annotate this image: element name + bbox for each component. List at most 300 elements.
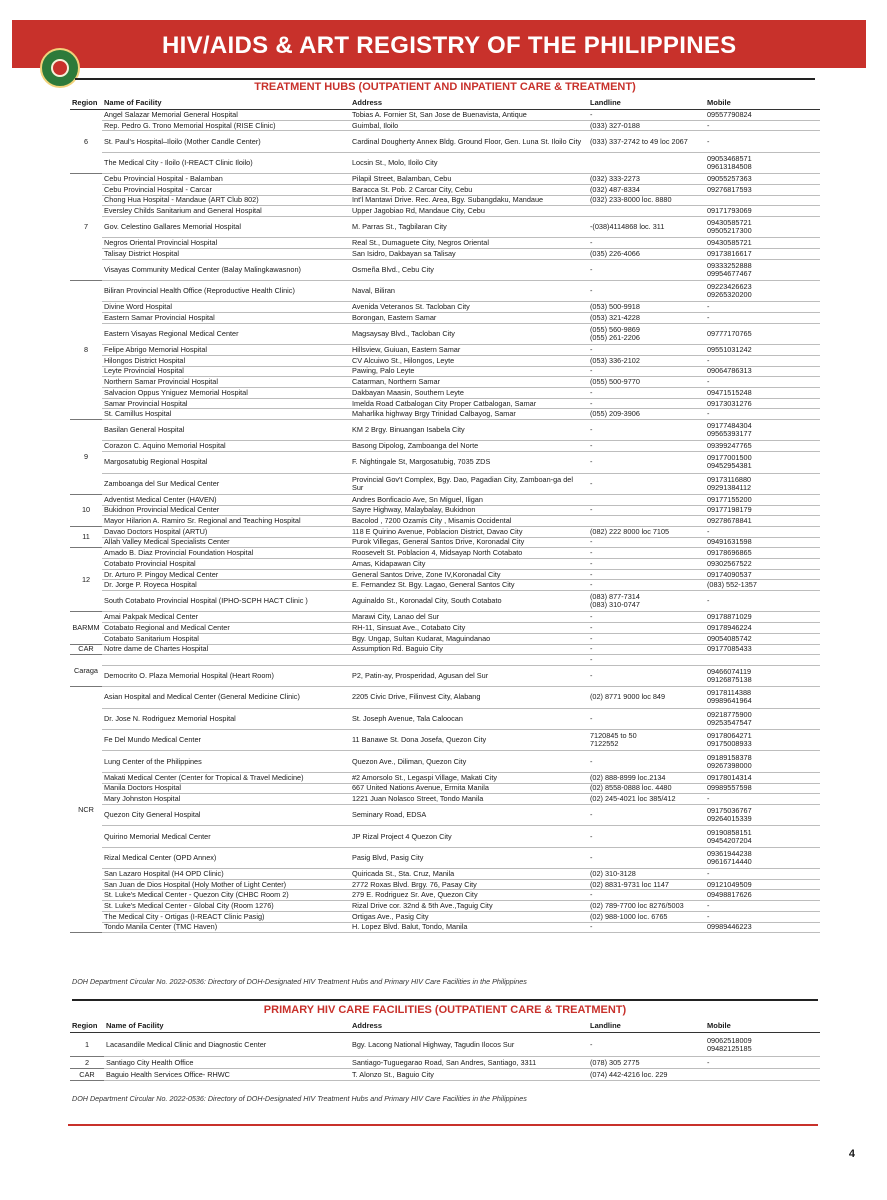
landline-cell: (02) 310-3128 bbox=[588, 869, 705, 880]
facility-name-cell: Fe Del Mundo Medical Center bbox=[102, 730, 350, 751]
address-cell: 667 United Nations Avenue, Ermita Manila bbox=[350, 783, 588, 794]
mobile-cell: 09177198179 bbox=[705, 505, 820, 516]
primary-top-rule bbox=[72, 999, 818, 1001]
landline-cell: - bbox=[588, 366, 705, 377]
treatment-hubs-table bbox=[70, 95, 820, 933]
primary-care-table bbox=[70, 1018, 820, 1081]
address-cell: Andres Bonficacio Ave, Sn Miguel, Iligan bbox=[350, 494, 588, 505]
mobile-cell: 09989557598 bbox=[705, 783, 820, 794]
landline-cell: - bbox=[588, 238, 705, 249]
table-row bbox=[70, 323, 820, 344]
table-row bbox=[70, 708, 820, 729]
landline-cell: - bbox=[588, 890, 705, 901]
facility-name-cell: San Juan de Dios Hospital (Holy Mother of Light Center) bbox=[102, 879, 350, 890]
facility-name-cell: Biliran Provincial Health Office (Reproductive Health Clinic) bbox=[102, 281, 350, 302]
table-row bbox=[70, 890, 820, 901]
table-row bbox=[70, 772, 820, 783]
address-cell: Roosevelt St. Poblacion 4, Midsayap North Cotabato bbox=[350, 548, 588, 559]
mobile-cell: 09178064271 09175008933 bbox=[705, 730, 820, 751]
address-cell: Marawi City, Lanao del Sur bbox=[350, 612, 588, 623]
mobile-cell: 09471515248 bbox=[705, 387, 820, 398]
address-cell: Aguinaldo St., Koronadal City, South Cotabato bbox=[350, 591, 588, 612]
address-cell: Dakbayan Maasin, Southern Leyte bbox=[350, 387, 588, 398]
address-cell: Naval, Biliran bbox=[350, 281, 588, 302]
facility-name-cell: Negros Oriental Provincial Hospital bbox=[102, 238, 350, 249]
mobile-cell: - bbox=[705, 120, 820, 131]
mobile-cell: 09178114388 09989641964 bbox=[705, 687, 820, 708]
facility-name-cell: Basilan General Hospital bbox=[102, 420, 350, 441]
table-row bbox=[70, 184, 820, 195]
table-row bbox=[70, 302, 820, 313]
address-cell: Assumption Rd. Baguio City bbox=[350, 644, 588, 655]
mobile-cell: 09178696865 bbox=[705, 548, 820, 559]
mobile-cell: 09302567522 bbox=[705, 559, 820, 570]
address-cell: Provincial Gov't Complex, Bgy. Dao, Pagadian City, Zamboan-ga del Sur bbox=[350, 473, 588, 494]
facility-name-cell: South Cotabato Provincial Hospital (IPHO-SCPH HACT Clinic ) bbox=[102, 591, 350, 612]
table-row bbox=[70, 665, 820, 686]
region-cell: CAR bbox=[70, 1069, 104, 1081]
table-row bbox=[70, 174, 820, 185]
address-cell: General Santos Drive, Zone IV,Koronadal City bbox=[350, 569, 588, 580]
region-cell: 11 bbox=[70, 526, 102, 547]
facility-name-cell: Dr. Arturo P. Pingoy Medical Center bbox=[102, 569, 350, 580]
landline-cell: - bbox=[588, 623, 705, 634]
mobile-cell: 09466074119 09126875138 bbox=[705, 665, 820, 686]
col-header-address: Address bbox=[350, 1018, 588, 1033]
address-cell: Bacolod , 7200 Ozamis City , Misamis Occidental bbox=[350, 516, 588, 527]
table-row bbox=[70, 216, 820, 237]
col-header-region: Region bbox=[70, 1018, 104, 1033]
address-cell: Sayre Highway, Malaybalay, Bukidnon bbox=[350, 505, 588, 516]
landline-cell: - bbox=[588, 420, 705, 441]
primary-section-title: PRIMARY HIV CARE FACILITIES (OUTPATIENT CARE & TREATMENT) bbox=[263, 1004, 627, 1016]
landline-cell bbox=[588, 516, 705, 527]
mobile-cell: 09175036767 09264015339 bbox=[705, 804, 820, 825]
facility-name-cell: Northern Samar Provincial Hospital bbox=[102, 377, 350, 388]
address-cell: T. Alonzo St., Baguio City bbox=[350, 1069, 588, 1081]
facility-name-cell: Baguio Health Services Office- RHWC bbox=[104, 1069, 350, 1081]
facility-name-cell: Manila Doctors Hospital bbox=[102, 783, 350, 794]
facility-name-cell: Mary Johnston Hospital bbox=[102, 794, 350, 805]
landline-cell: -(038)4114868 loc. 311 bbox=[588, 216, 705, 237]
mobile-cell: 09777170765 bbox=[705, 323, 820, 344]
facility-name-cell: Quirino Memorial Medical Center bbox=[102, 826, 350, 847]
mobile-cell: - bbox=[705, 526, 820, 537]
facility-name-cell: Adventist Medical Center (HAVEN) bbox=[102, 494, 350, 505]
table-row bbox=[70, 120, 820, 131]
table-row bbox=[70, 238, 820, 249]
mobile-cell: 09054085742 bbox=[705, 633, 820, 644]
mobile-cell: 09173116880 09291384112 bbox=[705, 473, 820, 494]
col-header-facility: Name of Facility bbox=[102, 95, 350, 110]
table-row bbox=[70, 131, 820, 152]
landline-cell: (02) 888-8999 loc.2134 bbox=[588, 772, 705, 783]
address-cell: Amas, Kidapawan City bbox=[350, 559, 588, 570]
facility-name-cell: Cotabato Sanitarium Hospital bbox=[102, 633, 350, 644]
facility-name-cell: Corazon C. Aquino Memorial Hospital bbox=[102, 441, 350, 452]
hubs-footnote: DOH Department Circular No. 2022-0536: Directory of DOH-Designated HIV Treatment Hubs and Primary HIV Care Facilities in the Philippines bbox=[72, 977, 527, 986]
table-row bbox=[70, 623, 820, 634]
landline-cell: (02) 8558-0888 loc. 4480 bbox=[588, 783, 705, 794]
table-row bbox=[70, 612, 820, 623]
address-cell: Pasig Blvd, Pasig City bbox=[350, 847, 588, 868]
mobile-cell: 09189158378 09267398000 bbox=[705, 751, 820, 772]
facility-name-cell: Felipe Abrigo Memorial Hospital bbox=[102, 345, 350, 356]
facility-name-cell: Dr. Jorge P. Royeca Hospital bbox=[102, 580, 350, 591]
facility-name-cell: Divine Word Hospital bbox=[102, 302, 350, 313]
table-row bbox=[70, 655, 820, 666]
col-header-address: Address bbox=[350, 95, 588, 110]
address-cell: 2205 Civic Drive, Filinvest City, Alabang bbox=[350, 687, 588, 708]
table-row bbox=[70, 377, 820, 388]
address-cell: Baracca St. Pob. 2 Carcar City, Cebu bbox=[350, 184, 588, 195]
col-header-facility: Name of Facility bbox=[104, 1018, 350, 1033]
mobile-cell: 09551031242 bbox=[705, 345, 820, 356]
mobile-cell: 09178946224 bbox=[705, 623, 820, 634]
facility-name-cell: Asian Hospital and Medical Center (General Medicine Clinic) bbox=[102, 687, 350, 708]
landline-cell: - bbox=[588, 281, 705, 302]
address-cell: Borongan, Eastern Samar bbox=[350, 313, 588, 324]
mobile-cell: - bbox=[705, 591, 820, 612]
address-cell: Ortigas Ave., Pasig City bbox=[350, 911, 588, 922]
region-cell: 7 bbox=[70, 174, 102, 281]
region-cell: 6 bbox=[70, 110, 102, 174]
table-row bbox=[70, 355, 820, 366]
region-cell: CAR bbox=[70, 644, 102, 655]
table-row bbox=[70, 366, 820, 377]
facility-name-cell: Cebu Provincial Hospital - Balamban bbox=[102, 174, 350, 185]
table-row bbox=[70, 730, 820, 751]
mobile-cell: 09218775900 09253547547 bbox=[705, 708, 820, 729]
landline-cell bbox=[588, 206, 705, 217]
address-cell: Osmeña Blvd., Cebu City bbox=[350, 259, 588, 280]
landline-cell: 7120845 to 50 7122552 bbox=[588, 730, 705, 751]
facility-name-cell: Cebu Provincial Hospital - Carcar bbox=[102, 184, 350, 195]
table-row bbox=[70, 152, 820, 173]
table-row bbox=[70, 591, 820, 612]
mobile-cell: 09178871029 bbox=[705, 612, 820, 623]
doh-seal-logo bbox=[40, 48, 80, 88]
landline-cell: - bbox=[588, 559, 705, 570]
facility-name-cell: Cotabato Provincial Hospital bbox=[102, 559, 350, 570]
address-cell: Int'l Mantawi Drive. Rec. Area, Bgy. Subangdaku, Mandaue bbox=[350, 195, 588, 206]
bottom-red-rule bbox=[68, 1124, 818, 1126]
mobile-cell: - bbox=[705, 377, 820, 388]
address-cell: Avenida Veteranos St. Tacloban City bbox=[350, 302, 588, 313]
landline-cell: (032) 233-8000 loc. 8880 bbox=[588, 195, 705, 206]
facility-name-cell: Margosatubig Regional Hospital bbox=[102, 452, 350, 473]
table-row bbox=[70, 259, 820, 280]
table-row bbox=[70, 195, 820, 206]
landline-cell: - bbox=[588, 452, 705, 473]
landline-cell: (035) 226-4066 bbox=[588, 248, 705, 259]
mobile-cell: 09557790824 bbox=[705, 110, 820, 121]
table-row bbox=[70, 398, 820, 409]
landline-cell: (033) 337-2742 to 49 loc 2067 bbox=[588, 131, 705, 152]
landline-cell: - bbox=[588, 1033, 705, 1057]
table-row bbox=[70, 473, 820, 494]
landline-cell: - bbox=[588, 580, 705, 591]
col-header-landline: Landline bbox=[588, 95, 705, 110]
address-cell: Seminary Road, EDSA bbox=[350, 804, 588, 825]
landline-cell: (02) 8831-9731 loc 1147 bbox=[588, 879, 705, 890]
facility-name-cell: Eastern Samar Provincial Hospital bbox=[102, 313, 350, 324]
page-number: 4 bbox=[848, 1148, 855, 1160]
facility-name-cell: Gov. Celestino Gallares Memorial Hospital bbox=[102, 216, 350, 237]
mobile-cell: 09399247765 bbox=[705, 441, 820, 452]
address-cell: Pilapil Street, Balamban, Cebu bbox=[350, 174, 588, 185]
table-row bbox=[70, 687, 820, 708]
facility-name-cell: St. Luke's Medical Center - Quezon City (CHBC Room 2) bbox=[102, 890, 350, 901]
table-row bbox=[70, 526, 820, 537]
address-cell: Locsin St., Molo, Iloilo City bbox=[350, 152, 588, 173]
address-cell: #2 Amorsolo St., Legaspi Village, Makati City bbox=[350, 772, 588, 783]
hubs-top-rule bbox=[75, 78, 815, 80]
page-title: HIV/AIDS & ART REGISTRY OF THE PHILIPPINES bbox=[162, 32, 737, 59]
table-row bbox=[70, 516, 820, 527]
landline-cell: - bbox=[588, 387, 705, 398]
address-cell: Santiago-Tuguegarao Road, San Andres, Santiago, 3311 bbox=[350, 1057, 588, 1069]
facility-name-cell: Talisay District Hospital bbox=[102, 248, 350, 259]
table-row bbox=[70, 580, 820, 591]
table-row bbox=[70, 804, 820, 825]
address-cell: H. Lopez Blvd. Balut, Tondo, Manila bbox=[350, 922, 588, 933]
address-cell: 11 Banawe St. Dona Josefa, Quezon City bbox=[350, 730, 588, 751]
mobile-cell: - bbox=[705, 869, 820, 880]
table-row bbox=[70, 537, 820, 548]
address-cell: 1221 Juan Nolasco Street, Tondo Manila bbox=[350, 794, 588, 805]
facility-name-cell: Eastern Visayas Regional Medical Center bbox=[102, 323, 350, 344]
address-cell: F. Nightingale St, Margosatubig, 7035 ZDS bbox=[350, 452, 588, 473]
address-cell: Rizal Drive cor. 32nd & 5th Ave.,Taguig City bbox=[350, 901, 588, 912]
mobile-cell: 09177484304 09565393177 bbox=[705, 420, 820, 441]
table-row bbox=[70, 559, 820, 570]
facility-name-cell: Zamboanga del Sur Medical Center bbox=[102, 473, 350, 494]
landline-cell: (02) 8771 9000 loc 849 bbox=[588, 687, 705, 708]
mobile-cell: - bbox=[705, 302, 820, 313]
mobile-cell: 09491631598 bbox=[705, 537, 820, 548]
facility-name-cell: St. Paul's Hospital–Iloilo (Mother Candle Center) bbox=[102, 131, 350, 152]
facility-name-cell: Lacasandile Medical Clinic and Diagnostic Center bbox=[104, 1033, 350, 1057]
address-cell: Cardinal Dougherty Annex Bldg. Ground Floor, Gen. Luna St. Iloilo City bbox=[350, 131, 588, 152]
mobile-cell: 09177001500 09452954381 bbox=[705, 452, 820, 473]
landline-cell: (053) 336-2102 bbox=[588, 355, 705, 366]
landline-cell: (078) 305 2775 bbox=[588, 1057, 705, 1069]
landline-cell: - bbox=[588, 922, 705, 933]
facility-name-cell: Chong Hua Hospital - Mandaue (ART Club 802) bbox=[102, 195, 350, 206]
region-cell: 10 bbox=[70, 494, 102, 526]
landline-cell bbox=[588, 152, 705, 173]
mobile-cell: 09177155200 bbox=[705, 494, 820, 505]
table-row bbox=[70, 441, 820, 452]
mobile-cell: 09276817593 bbox=[705, 184, 820, 195]
address-cell: M. Parras St., Tagbilaran City bbox=[350, 216, 588, 237]
facility-name-cell: Eversley Childs Sanitarium and General Hospital bbox=[102, 206, 350, 217]
landline-cell: (055) 560-9869 (055) 261-2206 bbox=[588, 323, 705, 344]
mobile-cell: - bbox=[705, 355, 820, 366]
landline-cell bbox=[588, 494, 705, 505]
facility-name-cell: Notre dame de Chartes Hospital bbox=[102, 644, 350, 655]
facility-name-cell: The Medical City - Ortigas (I-REACT Clinic Pasig) bbox=[102, 911, 350, 922]
facility-name-cell: St. Luke's Medical Center - Global City (Room 1276) bbox=[102, 901, 350, 912]
address-cell: 2772 Roxas Blvd. Brgy. 76, Pasay City bbox=[350, 879, 588, 890]
table-row bbox=[70, 494, 820, 505]
table-row bbox=[70, 751, 820, 772]
facility-name-cell: Visayas Community Medical Center (Balay Malingkawasnon) bbox=[102, 259, 350, 280]
address-cell: CV Alcuiwo St., Hilongos, Leyte bbox=[350, 355, 588, 366]
facility-name-cell: Quezon City General Hospital bbox=[102, 804, 350, 825]
landline-cell: - bbox=[588, 569, 705, 580]
region-cell: 2 bbox=[70, 1057, 104, 1069]
address-cell: Guimbal, Iloilo bbox=[350, 120, 588, 131]
mobile-cell: 09430585721 bbox=[705, 238, 820, 249]
landline-cell: (032) 487-8334 bbox=[588, 184, 705, 195]
address-cell: Purok Villegas, General Santos Drive, Koronadal City bbox=[350, 537, 588, 548]
table-row bbox=[70, 826, 820, 847]
landline-cell: - bbox=[588, 633, 705, 644]
address-cell: P2, Patin-ay, Prosperidad, Agusan del Sur bbox=[350, 665, 588, 686]
region-cell: 9 bbox=[70, 420, 102, 495]
facility-name-cell: Rep. Pedro G. Trono Memorial Hospital (RISE Clinic) bbox=[102, 120, 350, 131]
landline-cell: (02) 789-7700 loc 8276/5003 bbox=[588, 901, 705, 912]
region-cell: 1 bbox=[70, 1033, 104, 1057]
col-header-landline: Landline bbox=[588, 1018, 705, 1033]
table-row bbox=[70, 387, 820, 398]
region-cell: Caraga bbox=[70, 655, 102, 687]
mobile-cell: - bbox=[705, 409, 820, 420]
facility-name-cell: Hilongos District Hospital bbox=[102, 355, 350, 366]
landline-cell: (02) 245-4021 loc 385/412 bbox=[588, 794, 705, 805]
hubs-section-title: TREATMENT HUBS (OUTPATIENT AND INPATIENT CARE & TREATMENT) bbox=[254, 81, 636, 93]
table-row bbox=[70, 1057, 820, 1069]
address-cell: Hillsview, Guiuan, Eastern Samar bbox=[350, 345, 588, 356]
mobile-cell: 09055257363 bbox=[705, 174, 820, 185]
col-header-mobile: Mobile bbox=[705, 95, 820, 110]
table-row bbox=[70, 420, 820, 441]
address-cell bbox=[350, 655, 588, 666]
facility-name-cell: Allah Valley Medical Specialists Center bbox=[102, 537, 350, 548]
mobile-cell: - bbox=[705, 131, 820, 152]
landline-cell: - bbox=[588, 398, 705, 409]
mobile-cell: 09064786313 bbox=[705, 366, 820, 377]
col-header-mobile: Mobile bbox=[705, 1018, 820, 1033]
table-header-row bbox=[70, 95, 820, 110]
table-row bbox=[70, 901, 820, 912]
address-cell: Tobias A. Fornier St, San Jose de Buenavista, Antique bbox=[350, 110, 588, 121]
table-row bbox=[70, 911, 820, 922]
mobile-cell: 09173031276 bbox=[705, 398, 820, 409]
mobile-cell: - bbox=[705, 911, 820, 922]
address-cell: Catarman, Northern Samar bbox=[350, 377, 588, 388]
table-row bbox=[70, 1033, 820, 1057]
landline-cell: (083) 877-7314 (083) 310-0747 bbox=[588, 591, 705, 612]
mobile-cell: 09223426623 09265320200 bbox=[705, 281, 820, 302]
primary-footnote: DOH Department Circular No. 2022-0536: Directory of DOH-Designated HIV Treatment Hubs and Primary HIV Care Facilities in the Philippines bbox=[72, 1094, 527, 1103]
facility-name-cell: Salvacion Oppus Yniguez Memorial Hospital bbox=[102, 387, 350, 398]
region-cell: BARMM bbox=[70, 612, 102, 644]
mobile-cell: 09430585721 09505217300 bbox=[705, 216, 820, 237]
mobile-cell: 09361944238 09616714440 bbox=[705, 847, 820, 868]
address-cell: Magsaysay Blvd., Tacloban City bbox=[350, 323, 588, 344]
mobile-cell: - bbox=[705, 794, 820, 805]
landline-cell: (074) 442-4216 loc. 229 bbox=[588, 1069, 705, 1081]
table-row bbox=[70, 110, 820, 121]
address-cell: Maharlika highway Brgy Trinidad Calbayog, Samar bbox=[350, 409, 588, 420]
address-cell: Basong Dipolog, Zamboanga del Norte bbox=[350, 441, 588, 452]
mobile-cell: - bbox=[705, 901, 820, 912]
mobile-cell: 09174090537 bbox=[705, 569, 820, 580]
landline-cell: (053) 321-4228 bbox=[588, 313, 705, 324]
mobile-cell: 09121049509 bbox=[705, 879, 820, 890]
table-row bbox=[70, 847, 820, 868]
facility-name-cell: Angel Salazar Memorial General Hospital bbox=[102, 110, 350, 121]
address-cell: 118 E Quirino Avenue, Poblacion District, Davao City bbox=[350, 526, 588, 537]
facility-name-cell: Amado B. Diaz Provincial Foundation Hospital bbox=[102, 548, 350, 559]
landline-cell: (032) 333-2273 bbox=[588, 174, 705, 185]
mobile-cell bbox=[705, 1069, 820, 1081]
landline-cell: - bbox=[588, 505, 705, 516]
address-cell: Pawing, Palo Leyte bbox=[350, 366, 588, 377]
table-row bbox=[70, 1069, 820, 1081]
facility-name-cell: Santiago City Health Office bbox=[104, 1057, 350, 1069]
address-cell: 279 E. Rodriguez Sr. Ave, Quezon City bbox=[350, 890, 588, 901]
mobile-cell: 09333252888 09954677467 bbox=[705, 259, 820, 280]
landline-cell: - bbox=[588, 345, 705, 356]
table-row bbox=[70, 313, 820, 324]
facility-name-cell: Mayor Hilarion A. Ramiro Sr. Regional and Teaching Hospital bbox=[102, 516, 350, 527]
facility-name-cell: Bukidnon Provincial Medical Center bbox=[102, 505, 350, 516]
mobile-cell: 09498817626 bbox=[705, 890, 820, 901]
mobile-cell: 09989446223 bbox=[705, 922, 820, 933]
table-row bbox=[70, 794, 820, 805]
landline-cell: - bbox=[588, 804, 705, 825]
address-cell: KM 2 Brgy. Binuangan Isabela City bbox=[350, 420, 588, 441]
table-row bbox=[70, 452, 820, 473]
table-row bbox=[70, 869, 820, 880]
table-row bbox=[70, 505, 820, 516]
table-row bbox=[70, 206, 820, 217]
mobile-cell: 09171793069 bbox=[705, 206, 820, 217]
region-cell: NCR bbox=[70, 687, 102, 933]
landline-cell: (033) 327-0188 bbox=[588, 120, 705, 131]
landline-cell: (055) 500-9770 bbox=[588, 377, 705, 388]
mobile-cell: 09062518009 09482125185 bbox=[705, 1033, 820, 1057]
landline-cell: - bbox=[588, 259, 705, 280]
facility-name-cell: Makati Medical Center (Center for Tropical & Travel Medicine) bbox=[102, 772, 350, 783]
region-cell: 12 bbox=[70, 548, 102, 612]
facility-name-cell: St. Camillus Hospital bbox=[102, 409, 350, 420]
address-cell: Quiricada St., Sta. Cruz, Manila bbox=[350, 869, 588, 880]
landline-cell: (02) 988-1000 loc. 6765 bbox=[588, 911, 705, 922]
landline-cell: - bbox=[588, 751, 705, 772]
address-cell: San Isidro, Dakbayan sa Talisay bbox=[350, 248, 588, 259]
facility-name-cell: Democrito O. Plaza Memorial Hospital (Heart Room) bbox=[102, 665, 350, 686]
facility-name-cell bbox=[102, 655, 350, 666]
table-row bbox=[70, 548, 820, 559]
landline-cell: - bbox=[588, 708, 705, 729]
mobile-cell: (083) 552-1357 bbox=[705, 580, 820, 591]
address-cell: JP Rizal Project 4 Quezon City bbox=[350, 826, 588, 847]
table-row bbox=[70, 644, 820, 655]
table-row bbox=[70, 281, 820, 302]
landline-cell: (053) 500-9918 bbox=[588, 302, 705, 313]
landline-cell: - bbox=[588, 441, 705, 452]
facility-name-cell: Cotabato Regional and Medical Center bbox=[102, 623, 350, 634]
table-row bbox=[70, 879, 820, 890]
landline-cell: - bbox=[588, 473, 705, 494]
table-row bbox=[70, 345, 820, 356]
mobile-cell: 09177085433 bbox=[705, 644, 820, 655]
